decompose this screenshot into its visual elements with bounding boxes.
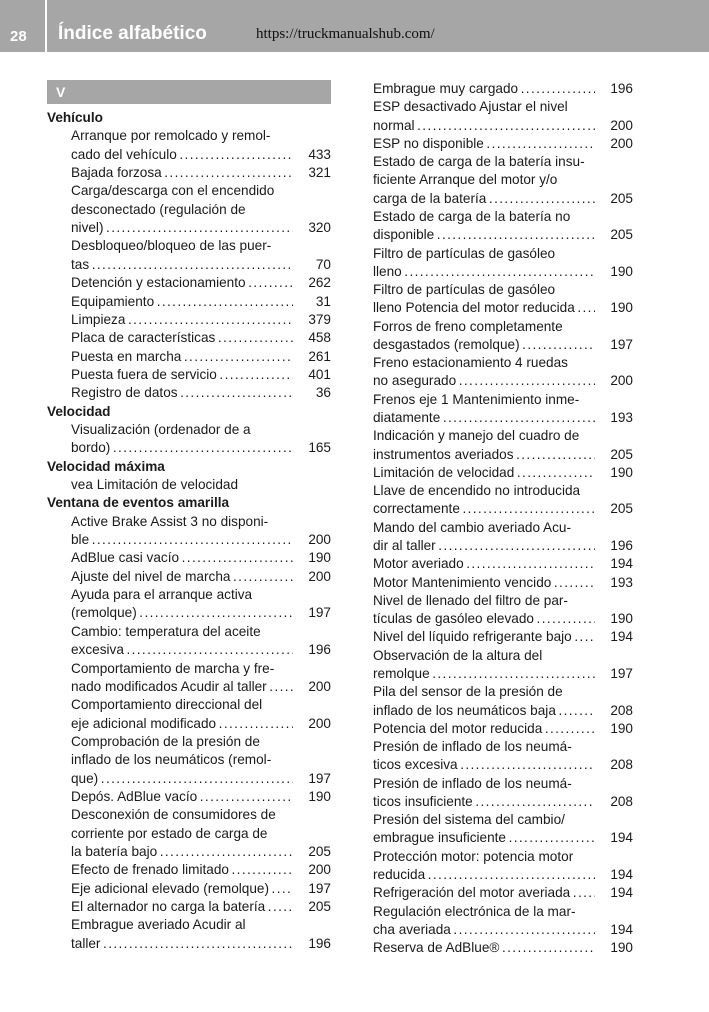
index-entry — [373, 226, 633, 244]
entry-text: excesiva . . . — [71, 641, 293, 659]
index-entry — [71, 182, 331, 200]
page-reference[interactable]: 261 — [295, 348, 331, 366]
index-entry — [373, 610, 633, 628]
page-reference[interactable]: 433 — [295, 146, 331, 164]
entry-text: remolque . . . — [373, 665, 595, 683]
entry-text: Embrague muy cargado . . . — [373, 80, 595, 98]
entry-text: nado modificados Acudir al taller . . . — [71, 678, 293, 696]
page-reference[interactable]: 31 — [295, 293, 331, 311]
page-reference[interactable]: 197 — [295, 604, 331, 622]
index-entry — [373, 500, 633, 518]
page-reference[interactable]: 458 — [295, 329, 331, 347]
index-entry — [71, 513, 331, 531]
entry-text: que) . . . — [71, 770, 293, 788]
page-reference[interactable]: 194 — [597, 866, 633, 884]
page-reference[interactable]: 208 — [597, 756, 633, 774]
page-reference[interactable]: 197 — [597, 336, 633, 354]
entry-text: Carga/descarga con el encendido — [71, 183, 275, 199]
index-entry — [71, 770, 331, 788]
page-reference[interactable]: 197 — [295, 770, 331, 788]
entry-text: Estado de carga de la batería insu- — [373, 154, 585, 170]
index-entry — [373, 574, 633, 592]
page-reference[interactable]: 165 — [295, 439, 331, 457]
page-reference[interactable]: 194 — [597, 884, 633, 902]
entry-text: cado del vehículo . . . — [71, 146, 293, 164]
index-entry — [71, 421, 331, 439]
page-reference[interactable]: 190 — [295, 549, 331, 567]
entry-text: nivel) . . . — [71, 219, 293, 237]
index-heading — [47, 109, 331, 127]
page-reference[interactable]: 194 — [597, 628, 633, 646]
page-title: Índice alfabético — [58, 23, 207, 44]
entry-text: Presión del sistema del cambio/ — [373, 812, 565, 828]
index-entry — [71, 641, 331, 659]
entry-text: Cambio: temperatura del aceite — [71, 623, 261, 639]
index-entry — [71, 237, 331, 255]
header-divider — [45, 0, 47, 52]
entry-text: Detención y estacionamiento . . . — [71, 274, 293, 292]
index-entry — [71, 348, 331, 366]
entry-text: tas . . . — [71, 256, 293, 274]
entry-text: carga de la batería . . . — [373, 190, 595, 208]
index-entry — [373, 336, 633, 354]
index-entry — [71, 568, 331, 586]
entry-text: ficiente Arranque del motor y/o — [373, 172, 558, 188]
index-entry — [373, 80, 633, 98]
entry-text: Comportamiento de marcha y fre- — [71, 660, 275, 676]
entry-text: Active Brake Assist 3 no disponi- — [71, 513, 269, 529]
entry-text: instrumentos averiados . . . — [373, 446, 595, 464]
entry-text: Placa de características . . . — [71, 329, 293, 347]
index-entry — [373, 427, 633, 445]
entry-text: eje adicional modificado . . . — [71, 715, 293, 733]
index-entry — [71, 293, 331, 311]
index-entry — [373, 665, 633, 683]
entry-text: ticos excesiva . . . — [373, 756, 595, 774]
entry-text: Nivel del líquido refrigerante bajo . . . — [373, 628, 595, 646]
entry-text: Freno estacionamiento 4 ruedas — [373, 355, 568, 371]
entry-text: Embrague averiado Acudir al — [71, 917, 246, 933]
entry-text: la batería bajo . . . — [71, 843, 293, 861]
page-reference[interactable]: 200 — [295, 531, 331, 549]
entry-text: Indicación y manejo del cuadro de — [373, 428, 580, 444]
index-entry — [373, 555, 633, 573]
index-entry — [373, 756, 633, 774]
heading-text: Vehículo — [47, 110, 103, 125]
page-reference[interactable]: 205 — [295, 898, 331, 916]
index-entry — [373, 299, 633, 317]
entry-text: Llave de encendido no introducida — [373, 483, 581, 499]
page-reference[interactable]: 194 — [597, 921, 633, 939]
index-entry — [71, 127, 331, 145]
index-entry — [71, 825, 331, 843]
index-entry — [373, 793, 633, 811]
entry-text: Ayuda para el arranque activa — [71, 587, 253, 603]
index-entry — [71, 531, 331, 549]
index-entry — [71, 861, 331, 879]
entry-text: tículas de gasóleo elevado . . . — [373, 610, 595, 628]
entry-text: Filtro de partículas de gasóleo — [373, 245, 556, 261]
page-reference[interactable]: 196 — [597, 537, 633, 555]
entry-text: Bajada forzosa . . . — [71, 164, 293, 182]
page-reference[interactable]: 190 — [597, 299, 633, 317]
page-reference[interactable]: 197 — [597, 665, 633, 683]
entry-text: ble . . . — [71, 531, 293, 549]
index-entry — [373, 354, 633, 372]
index-entry — [71, 733, 331, 751]
page-reference[interactable]: 190 — [597, 263, 633, 281]
page-reference[interactable]: 190 — [295, 788, 331, 806]
index-entry — [373, 720, 633, 738]
index-entry — [373, 482, 633, 500]
page-reference[interactable]: 193 — [597, 574, 633, 592]
index-entry — [373, 190, 633, 208]
index-entry — [71, 898, 331, 916]
index-entry — [373, 281, 633, 299]
entry-text: dir al taller . . . — [373, 537, 595, 555]
index-entry — [373, 939, 633, 957]
page-reference[interactable]: 401 — [295, 366, 331, 384]
index-entry — [373, 811, 633, 829]
page-reference[interactable]: 200 — [597, 372, 633, 390]
index-entry — [373, 391, 633, 409]
index-entry — [71, 935, 331, 953]
page-reference[interactable]: 200 — [295, 568, 331, 586]
index-entry — [373, 519, 633, 537]
entry-text: Potencia del motor reducida . . . — [373, 720, 595, 738]
entry-text: AdBlue casi vacío . . . — [71, 549, 293, 567]
page-reference[interactable]: 379 — [295, 311, 331, 329]
index-heading — [47, 494, 331, 512]
page-reference[interactable]: 200 — [597, 117, 633, 135]
page-reference[interactable]: 205 — [597, 226, 633, 244]
index-entry — [71, 660, 331, 678]
index-entry — [373, 153, 633, 171]
entry-text: lleno . . . — [373, 263, 595, 281]
index-entry — [373, 592, 633, 610]
entry-text: Limpieza . . . — [71, 311, 293, 329]
entry-text: Eje adicional elevado (remolque) . . . — [71, 880, 293, 898]
entry-text: Motor Mantenimiento vencido . . . — [373, 574, 595, 592]
page-reference[interactable]: 194 — [597, 829, 633, 847]
entry-text: Visualización (ordenador de a — [71, 421, 251, 437]
page-reference[interactable]: 262 — [295, 274, 331, 292]
entry-text: desconectado (regulación de — [71, 201, 246, 217]
index-entry — [373, 263, 633, 281]
entry-text: correctamente . . . — [373, 500, 595, 518]
index-entry — [71, 201, 331, 219]
index-entry — [71, 384, 331, 402]
entry-text: vea Limitación de velocidad — [71, 477, 239, 492]
entry-text: Pila del sensor de la presión de — [373, 684, 563, 700]
entry-text: Comprobación de la presión de — [71, 733, 260, 749]
index-entry — [373, 245, 633, 263]
index-entry — [71, 604, 331, 622]
index-entry — [71, 916, 331, 934]
index-entry — [71, 788, 331, 806]
entry-text: Arranque por remolcado y remol- — [71, 128, 271, 144]
index-entry — [71, 146, 331, 164]
entry-text: ESP desactivado Ajustar el nivel — [373, 99, 568, 115]
index-entry — [71, 256, 331, 274]
entry-text: Protección motor: potencia motor — [373, 848, 574, 864]
page-reference[interactable]: 196 — [295, 641, 331, 659]
entry-text: Motor averiado . . . — [373, 555, 595, 573]
index-heading — [47, 458, 331, 476]
entry-text: (remolque) . . . — [71, 604, 293, 622]
page-reference[interactable]: 200 — [597, 135, 633, 153]
index-entry — [71, 696, 331, 714]
page-reference[interactable]: 190 — [597, 939, 633, 957]
index-entry — [71, 678, 331, 696]
entry-text: bordo) . . . — [71, 439, 293, 457]
entry-text: no asegurado . . . — [373, 372, 595, 390]
entry-text: Filtro de partículas de gasóleo — [373, 282, 556, 298]
entry-text: taller . . . — [71, 935, 293, 953]
index-entry — [71, 586, 331, 604]
entry-text: Limitación de velocidad . . . — [373, 464, 595, 482]
index-entry — [71, 366, 331, 384]
index-entry — [373, 372, 633, 390]
index-entry — [71, 715, 331, 733]
page-reference[interactable]: 70 — [295, 256, 331, 274]
index-entry — [373, 775, 633, 793]
index-entry — [71, 880, 331, 898]
entry-text: lleno Potencia del motor reducida . . . — [373, 299, 595, 317]
page-reference[interactable]: 190 — [597, 464, 633, 482]
entry-text: Nivel de llenado del filtro de par- — [373, 592, 568, 608]
heading-text: Velocidad — [47, 403, 111, 419]
page-reference[interactable]: 205 — [295, 843, 331, 861]
index-entry — [71, 843, 331, 861]
index-heading — [47, 403, 331, 421]
page-reference[interactable]: 205 — [597, 446, 633, 464]
index-entry — [71, 476, 331, 494]
heading-text: Velocidad máxima — [47, 458, 165, 474]
page-reference[interactable]: 208 — [597, 702, 633, 720]
page-reference[interactable]: 205 — [597, 190, 633, 208]
index-entry — [373, 848, 633, 866]
heading-text: Ventana de eventos amarilla — [47, 495, 230, 511]
entry-text: Equipamiento . . . — [71, 293, 293, 311]
page-reference[interactable]: 200 — [295, 715, 331, 733]
index-entry — [373, 628, 633, 646]
entry-text: corriente por estado de carga de — [71, 825, 268, 841]
entry-text: Desconexión de consumidores de — [71, 807, 276, 823]
index-entry — [71, 439, 331, 457]
index-entry — [373, 171, 633, 189]
page-header — [0, 0, 709, 52]
page-reference[interactable]: 321 — [295, 164, 331, 182]
index-entry — [373, 117, 633, 135]
section-letter-bar — [47, 80, 331, 104]
page-reference[interactable]: 36 — [295, 384, 331, 402]
source-url[interactable]: https://truckmanualshub.com/ — [256, 26, 435, 42]
index-entry — [373, 446, 633, 464]
index-entry — [373, 537, 633, 555]
entry-text: embrague insuficiente . . . — [373, 829, 595, 847]
entry-text: Forros de freno completamente — [373, 318, 563, 334]
page-reference[interactable]: 190 — [597, 610, 633, 628]
entry-text: El alternador no carga la batería . . . — [71, 898, 293, 916]
entry-text: Registro de datos . . . — [71, 384, 293, 402]
entry-text: Observación de la altura del — [373, 647, 543, 663]
entry-text: Desbloqueo/bloqueo de las puer- — [71, 238, 272, 254]
page-reference[interactable]: 196 — [597, 80, 633, 98]
index-entry — [71, 274, 331, 292]
entry-text: Frenos eje 1 Mantenimiento inme- — [373, 391, 580, 407]
page-reference[interactable]: 200 — [295, 861, 331, 879]
entry-text: Estado de carga de la batería no — [373, 208, 571, 224]
entry-text: Depós. AdBlue vacío . . . — [71, 788, 293, 806]
index-entry — [373, 903, 633, 921]
index-entry — [71, 219, 331, 237]
index-entry — [71, 164, 331, 182]
index-entry — [373, 921, 633, 939]
index-entry — [373, 683, 633, 701]
entry-text: inflado de los neumáticos baja . . . — [373, 702, 595, 720]
entry-text: Refrigeración del motor averiada . . . — [373, 884, 595, 902]
index-entry — [373, 98, 633, 116]
index-entry — [71, 549, 331, 567]
page-reference[interactable]: 196 — [295, 935, 331, 953]
index-entry — [71, 311, 331, 329]
index-entry — [373, 647, 633, 665]
page-reference[interactable]: 193 — [597, 409, 633, 427]
entry-text: Efecto de frenado limitado . . . — [71, 861, 293, 879]
entry-text: Mando del cambio averiado Acu- — [373, 519, 571, 535]
entry-text: Ajuste del nivel de marcha . . . — [71, 568, 293, 586]
index-entry — [373, 135, 633, 153]
page-reference[interactable]: 190 — [597, 720, 633, 738]
index-entry — [373, 866, 633, 884]
entry-text: Presión de inflado de los neumá- — [373, 775, 572, 791]
entry-text: Reserva de AdBlue® . . . — [373, 939, 595, 957]
entry-text: normal . . . — [373, 117, 595, 135]
entry-text: diatamente . . . — [373, 409, 595, 427]
entry-text: desgastados (remolque) . . . — [373, 336, 595, 354]
index-entry — [373, 464, 633, 482]
entry-text: Regulación electrónica de la mar- — [373, 903, 576, 919]
entry-text: cha averiada . . . — [373, 921, 595, 939]
index-entry — [373, 409, 633, 427]
entry-text: Puesta fuera de servicio . . . — [71, 366, 293, 384]
entry-text: reducida . . . — [373, 866, 595, 884]
index-entry — [373, 738, 633, 756]
entry-text: disponible . . . — [373, 226, 595, 244]
entry-text: ESP no disponible . . . — [373, 135, 595, 153]
page-reference[interactable]: 320 — [295, 219, 331, 237]
index-entry — [373, 208, 633, 226]
index-entry — [373, 884, 633, 902]
index-entry — [373, 318, 633, 336]
entry-text: Puesta en marcha . . . — [71, 348, 293, 366]
page-reference[interactable]: 194 — [597, 555, 633, 573]
entry-text: Presión de inflado de los neumá- — [373, 739, 572, 755]
entry-text: Comportamiento direccional del — [71, 697, 263, 713]
page-reference[interactable]: 197 — [295, 880, 331, 898]
index-entry — [373, 829, 633, 847]
index-entry — [373, 702, 633, 720]
page-number: 28 — [10, 28, 27, 45]
entry-text: ticos insuficiente . . . — [373, 793, 595, 811]
index-entry — [71, 751, 331, 769]
index-entry — [71, 623, 331, 641]
index-entry — [71, 329, 331, 347]
page-reference[interactable]: 208 — [597, 793, 633, 811]
page-reference[interactable]: 205 — [597, 500, 633, 518]
entry-text: inflado de los neumáticos (remol- — [71, 752, 272, 768]
page-reference[interactable]: 200 — [295, 678, 331, 696]
index-entry — [71, 806, 331, 824]
section-letter: V — [56, 84, 66, 100]
